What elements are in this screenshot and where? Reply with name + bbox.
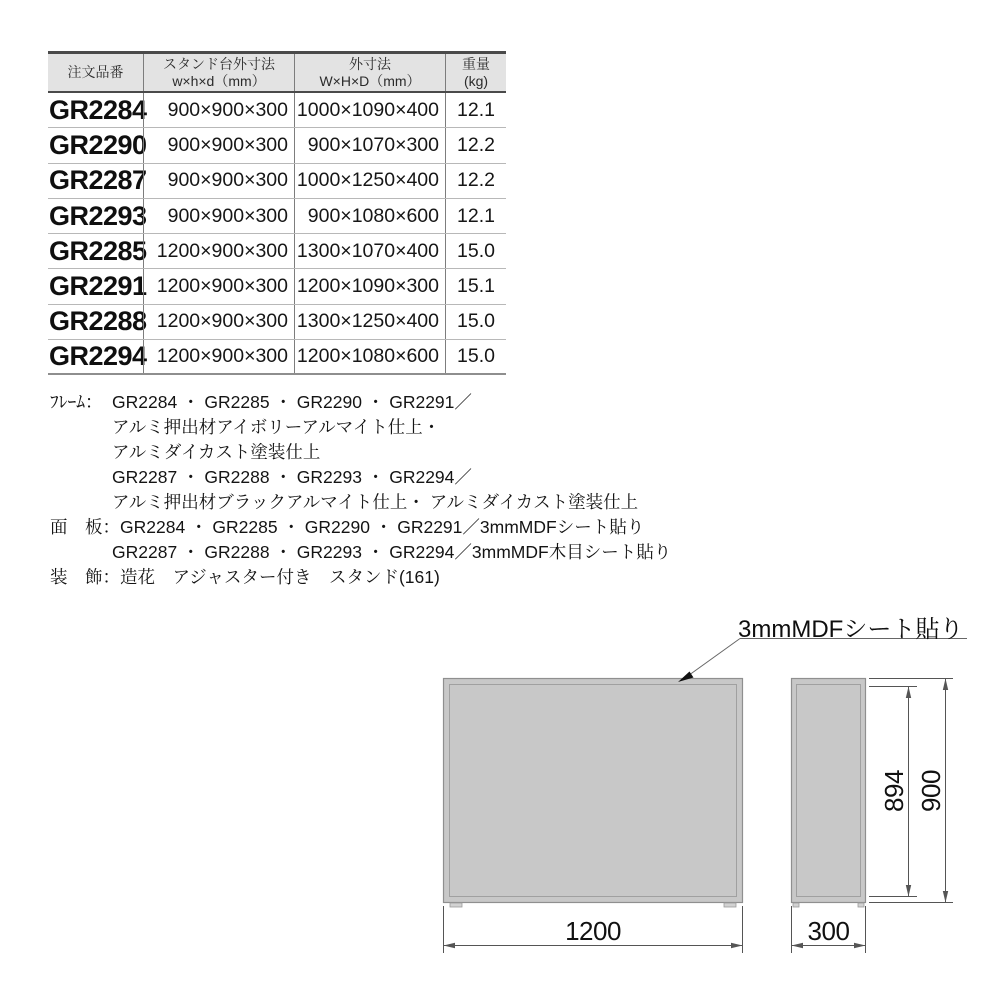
side-view-box (792, 679, 866, 908)
note-label: 面 板： (50, 517, 120, 537)
arrow-down (943, 891, 948, 903)
cell-weight: 12.1 (445, 93, 506, 127)
cell-weight: 15.0 (445, 234, 506, 268)
cell-outer-dim: 1300×1250×400 (294, 305, 445, 339)
cell-part-number: GR2293 (49, 200, 147, 231)
cell-stand-dim: 1200×900×300 (143, 269, 294, 303)
cell-stand-dim: 900×900×300 (143, 93, 294, 127)
cell-weight: 15.0 (445, 305, 506, 339)
cell-outer-dim: 900×1070×300 (294, 128, 445, 162)
dim-value-1200: 1200 (565, 916, 621, 946)
cell-weight: 15.0 (445, 340, 506, 373)
cell-stand-dim: 1200×900×300 (143, 340, 294, 373)
cell-stand-dim: 900×900×300 (143, 164, 294, 198)
foot (858, 903, 864, 907)
cell-outer-dim: 1200×1090×300 (294, 269, 445, 303)
dim-value-300: 300 (807, 916, 850, 946)
cell-part-number: GR2284 (49, 94, 147, 125)
cell-outer-dim: 1300×1070×400 (294, 234, 445, 268)
cell-outer-dim: 1000×1090×400 (294, 93, 445, 127)
note-text: 造花 アジャスター付き スタンド(161) (120, 567, 440, 587)
cell-part-number: GR2285 (49, 235, 147, 266)
header-line: スタンド台外寸法 (163, 55, 275, 72)
note-label: 装 飾： (50, 567, 120, 587)
dim-value-900: 900 (916, 770, 946, 812)
arrow-up (943, 679, 948, 691)
front-view-box (444, 679, 743, 908)
cell-part-number: GR2288 (49, 306, 147, 337)
header-line: 注文品番 (67, 64, 124, 80)
cell-stand-dim: 1200×900×300 (143, 234, 294, 268)
cell-part-number: GR2287 (49, 165, 147, 196)
note-text: GR2287 ・ GR2288 ・ GR2293 ・ GR2294／3mmMDF木目シート貼り (112, 542, 672, 562)
note-text: GR2284 ・ GR2285 ・ GR2290 ・ GR2291／ (112, 392, 472, 412)
note-text: アルミダイカスト塗装仕上 (112, 442, 321, 462)
callout-leader-line (685, 639, 967, 679)
foot (724, 903, 736, 907)
cell-part-number: GR2291 (49, 271, 147, 302)
header-line: (kg) (463, 72, 489, 89)
cell-weight: 15.1 (445, 269, 506, 303)
cell-outer-dim: 900×1080×600 (294, 199, 445, 233)
arrow-up (906, 687, 911, 699)
cell-stand-dim: 900×900×300 (143, 128, 294, 162)
header-line: 重量 (462, 55, 490, 72)
header-line: 外寸法 (349, 55, 391, 72)
note-text: アルミ押出材ブラックアルマイト仕上・ アルミダイカスト塗装仕上 (112, 492, 639, 512)
header-line: W×H×D（mm） (319, 72, 421, 89)
dim-value-894: 894 (879, 770, 909, 812)
cell-stand-dim: 900×900×300 (143, 199, 294, 233)
foot (793, 903, 799, 907)
note-label: ﾌﾚｰﾑ： (50, 392, 103, 412)
note-text: GR2287 ・ GR2288 ・ GR2293 ・ GR2294／ (112, 467, 472, 487)
cell-part-number: GR2290 (49, 129, 147, 160)
cell-weight: 12.2 (445, 164, 506, 198)
arrow-down (906, 885, 911, 897)
foot (450, 903, 462, 907)
cell-outer-dim: 1000×1250×400 (294, 164, 445, 198)
header-line: w×h×d（mm） (172, 72, 266, 89)
note-text: GR2284 ・ GR2285 ・ GR2290 ・ GR2291／3mmMDFシート貼り (120, 517, 645, 537)
callout-label-mdf-sheet: 3mmMDFシート貼り (738, 616, 964, 643)
note-text: アルミ押出材アイボリーアルマイト仕上・ (112, 417, 441, 437)
cell-outer-dim: 1200×1080×600 (294, 340, 445, 373)
cell-weight: 12.2 (445, 128, 506, 162)
cell-part-number: GR2294 (49, 341, 147, 372)
cell-weight: 12.1 (445, 199, 506, 233)
cell-stand-dim: 1200×900×300 (143, 305, 294, 339)
